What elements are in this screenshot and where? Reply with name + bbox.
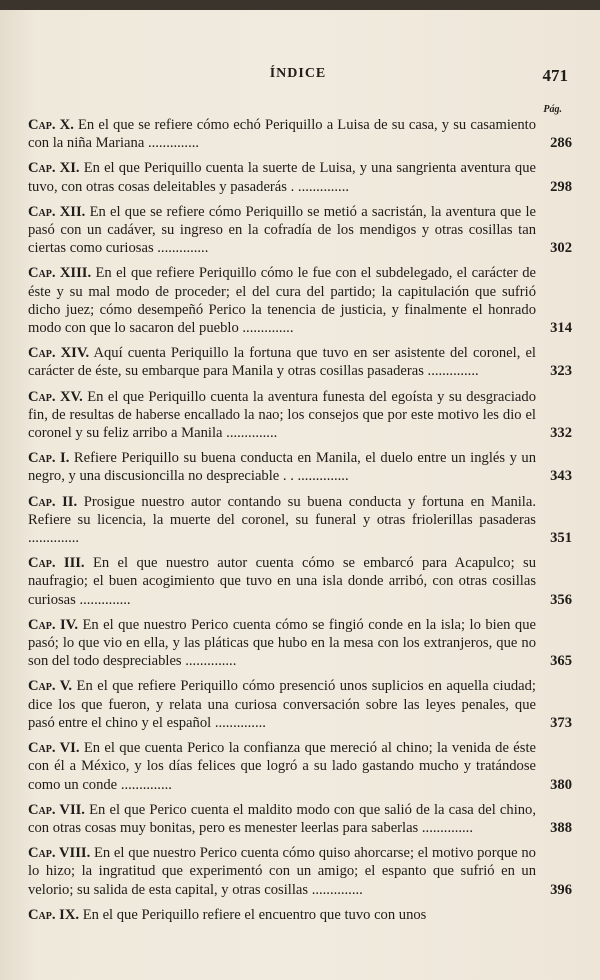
toc-entry bbox=[28, 159, 572, 195]
chapter-page-number: 332 bbox=[550, 425, 572, 442]
leader-dots: .............. bbox=[144, 135, 200, 152]
chapter-page-number: 356 bbox=[550, 591, 572, 608]
toc-entry bbox=[28, 801, 572, 837]
chapter-label: Cap. VI. bbox=[28, 740, 80, 757]
chapter-title: En el que nuestro autor cuenta cómo se embarcó para Acapulco; su naufragio; el buen acogimiento que tuvo en una isla donde arribó, con otras cosillas curiosas bbox=[28, 555, 536, 608]
chapter-title: En el que Periquillo cuenta la suerte de Luisa, y una sangrienta aventura que tuvo, con otras cosas deleitables y pasaderás . bbox=[28, 160, 536, 195]
chapter-label: Cap. VIII. bbox=[28, 845, 91, 862]
page-column-label: Pág. bbox=[543, 104, 562, 115]
chapter-label: Cap. II. bbox=[28, 493, 78, 510]
chapter-label: Cap. III. bbox=[28, 555, 85, 572]
chapter-label: Cap. XIV. bbox=[28, 345, 90, 362]
chapter-label: Cap. IX. bbox=[28, 906, 80, 923]
chapter-label: Cap. X. bbox=[28, 117, 74, 133]
toc-entry bbox=[28, 677, 572, 732]
chapter-title: En el que Periquillo refiere el encuentro que tuvo con unos bbox=[82, 906, 427, 923]
chapter-page-number: 343 bbox=[550, 468, 572, 485]
chapter-label: Cap. IV. bbox=[28, 616, 78, 633]
chapter-title: Refiere Periquillo su buena conducta en Manila, el duelo entre un inglés y un negro, y una discusioncilla no despreciable . . bbox=[28, 450, 536, 485]
header-page-number: 471 bbox=[542, 66, 568, 85]
chapter-page-number: 286 bbox=[550, 135, 572, 152]
chapter-title: En el que cuenta Perico la confianza que mereció al chino; la venida de éste con él a México, y los días felices que logró a su lado gastando mucho y tratándose como un conde bbox=[28, 740, 536, 793]
chapter-page-number: 380 bbox=[550, 776, 572, 793]
toc-entry bbox=[28, 449, 572, 485]
leader-dots: .............. bbox=[211, 714, 266, 731]
toc-entry bbox=[28, 116, 572, 152]
leader-dots: .............. bbox=[75, 591, 131, 608]
chapter-title: En el que Perico cuenta el maldito modo con que salió de la casa del chino, con otras cosas muy bonitas, pero es menester leerlas para saberlas bbox=[28, 801, 536, 836]
chapter-page-number: 365 bbox=[550, 653, 572, 670]
leader-dots: .............. bbox=[308, 881, 363, 898]
running-header bbox=[28, 66, 568, 88]
toc-entry bbox=[28, 844, 572, 899]
chapter-page-number: 302 bbox=[550, 240, 572, 257]
chapter-page-number: 314 bbox=[550, 320, 572, 337]
chapter-title: En el que nuestro Perico cuenta cómo se fingió conde en la isla; lo bien que pasó; lo que vio en ella, y las pláticas que hubo en la mesa con los extranjeros, que no son del todo despreciables bbox=[28, 616, 536, 670]
leader-dots: .............. bbox=[418, 819, 473, 836]
toc-entry bbox=[28, 739, 572, 794]
chapter-title: En el que se refiere cómo Periquillo se metió a sacristán, la aventura que le pasó con un cadáver, su ingreso en la cofradía de los mendigos y otras cosillas tan ciertas como curiosas bbox=[28, 203, 536, 257]
leader-dots: .............. bbox=[423, 363, 479, 380]
chapter-page-number: 373 bbox=[550, 714, 572, 731]
table-of-contents bbox=[28, 116, 572, 931]
toc-entry bbox=[28, 616, 572, 671]
chapter-label: Cap. I. bbox=[28, 450, 70, 467]
chapter-title: Aquí cuenta Periquillo la fortuna que tuvo en ser asistente del coronel, el carácter de éste, su embarque para Manila y otras cosillas pasaderas bbox=[28, 345, 536, 380]
toc-entry bbox=[28, 554, 572, 609]
toc-entry bbox=[28, 264, 572, 337]
chapter-label: Cap. XIII. bbox=[28, 265, 92, 282]
chapter-label: Cap. XV. bbox=[28, 388, 83, 405]
chapter-page-number: 388 bbox=[550, 819, 572, 836]
chapter-title: En el que refiere Periquillo cómo presenció unos suplicios en aquella ciudad; dice los que fueron, y relata una curiosa conversación sobre las leyes penales, que pasó entre el chino y el español bbox=[28, 678, 536, 731]
chapter-page-number: 351 bbox=[550, 530, 572, 547]
chapter-title: En el que refiere Periquillo cómo le fue con el subdelegado, el carácter de éste y su mal modo de proceder; el del cura del partido; la capitulación que sufrió dicho juez; cómo desempeñó Perico la tenencia de justicia, y finalmente el honrado modo con que lo sacaron del pueblo bbox=[28, 265, 536, 337]
leader-dots: .............. bbox=[153, 240, 209, 257]
toc-entry bbox=[28, 493, 572, 548]
leader-dots: .............. bbox=[294, 178, 349, 195]
leader-dots: .............. bbox=[238, 320, 294, 337]
toc-entry bbox=[28, 388, 572, 443]
chapter-page-number: 323 bbox=[550, 363, 572, 380]
chapter-page-number: 396 bbox=[550, 881, 572, 898]
leader-dots: .............. bbox=[28, 530, 80, 547]
chapter-title: En el que nuestro Perico cuenta cómo quiso ahorcarse; el motivo porque no lo hizo; la ingratitud que experimentó con un amigo; el espanto que sufrió en un velorio; su salida de esta capital, y otras cosillas bbox=[28, 845, 536, 898]
toc-entry bbox=[28, 344, 572, 380]
chapter-title: Prosigue nuestro autor contando su buena conducta y fortuna en Manila. Refiere su licencia, la muerte del coronel, su funeral y otras friolerillas pasaderas bbox=[28, 493, 536, 528]
chapter-label: Cap. XII. bbox=[28, 203, 86, 220]
leader-dots: .............. bbox=[117, 776, 172, 793]
leader-dots: .............. bbox=[293, 468, 349, 485]
leader-dots: .............. bbox=[222, 425, 278, 442]
chapter-title: En el que Periquillo cuenta la aventura funesta del egoísta y su desgraciado fin, de resultas de haberse encallado la nao; los consejos que por este motivo les dio el coronel y su feliz arribo a Manila bbox=[28, 388, 536, 442]
header-title: ÍNDICE bbox=[269, 66, 327, 81]
chapter-label: Cap. XI. bbox=[28, 160, 80, 177]
page-top-edge bbox=[0, 0, 600, 10]
chapter-label: Cap. V. bbox=[28, 678, 73, 695]
chapter-label: Cap. VII. bbox=[28, 801, 85, 818]
toc-entry bbox=[28, 906, 536, 924]
toc-entry bbox=[28, 203, 572, 258]
leader-dots: .............. bbox=[181, 653, 237, 670]
chapter-title: En el que se refiere cómo echó Periquillo a Luisa de su casa, y su casamiento con la niña Mariana bbox=[28, 117, 537, 152]
chapter-page-number: 298 bbox=[550, 178, 572, 195]
